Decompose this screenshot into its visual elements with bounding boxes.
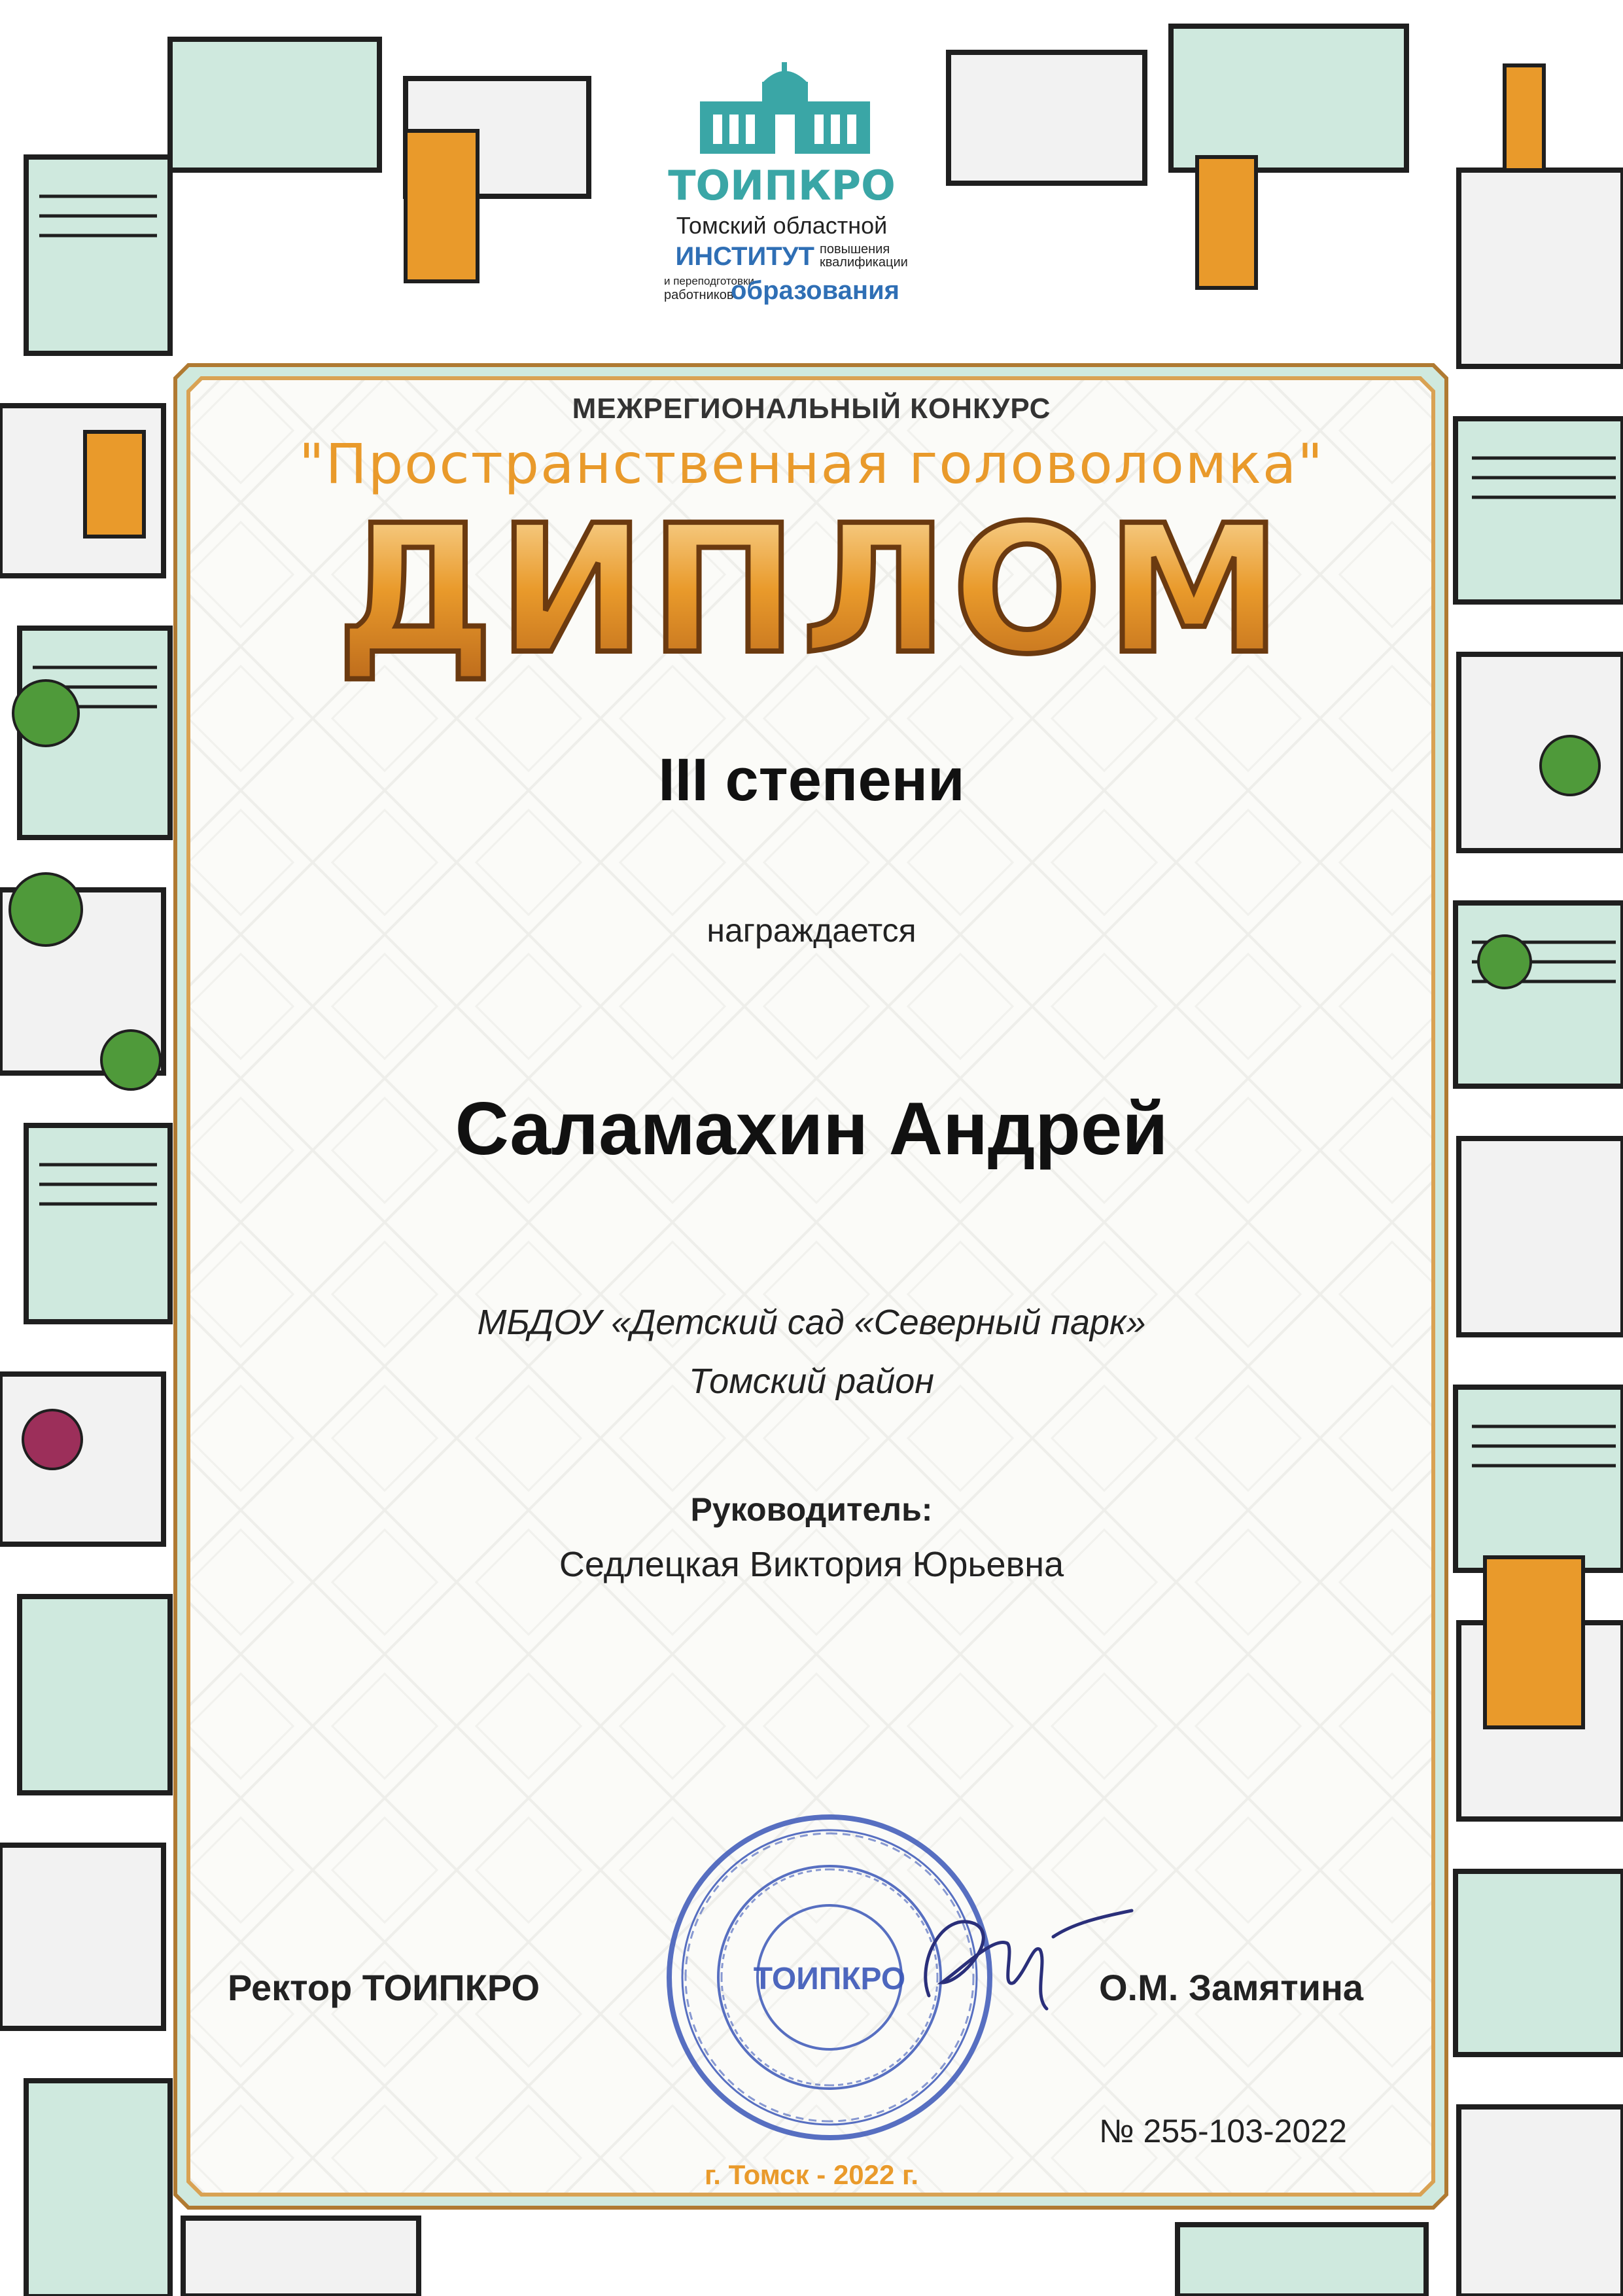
district: Томский район <box>688 1362 935 1401</box>
logo-line2-big: ИНСТИТУТ <box>675 242 814 271</box>
awarded-text: награждается <box>707 912 916 949</box>
contest-title: "Пространственная головоломка" <box>299 432 1324 496</box>
logo-line2-small-a: повышения <box>820 242 890 256</box>
logo-line3-small-a: и переподготовки <box>664 275 754 287</box>
logo-line1: Томский областной <box>676 212 888 239</box>
city-year: г. Томск - 2022 г. <box>704 2159 919 2190</box>
seal-center-text: ТОИПКРО <box>753 1962 906 1996</box>
rector-label: Ректор ТОИПКРО <box>228 1967 540 2008</box>
signer-name: О.М. Замятина <box>1099 1967 1364 2008</box>
diploma-title <box>336 481 1286 693</box>
diploma-title-text: ДИПЛОМ <box>336 487 1286 693</box>
handwritten-signature <box>903 1884 1138 2041</box>
supervisor-label: Руководитель: <box>690 1491 933 1528</box>
contest-heading: МЕЖРЕГИОНАЛЬНЫЙ КОНКУРС <box>572 393 1051 425</box>
logo-line3-big: образования <box>730 276 899 305</box>
logo-line2-small-b: квалификации <box>820 255 908 270</box>
degree: III степени <box>658 747 965 813</box>
supervisor-name: Седлецкая Виктория Юрьевна <box>559 1545 1064 1584</box>
document-number: № 255-103-2022 <box>1099 2113 1347 2149</box>
organization: МБДОУ «Детский сад «Северный парк» <box>477 1303 1146 1342</box>
logo-line3-small-b: работников <box>664 288 734 302</box>
logo-name: ТОИПКРО <box>668 162 896 209</box>
recipient-name: Саламахин Андрей <box>455 1087 1168 1171</box>
